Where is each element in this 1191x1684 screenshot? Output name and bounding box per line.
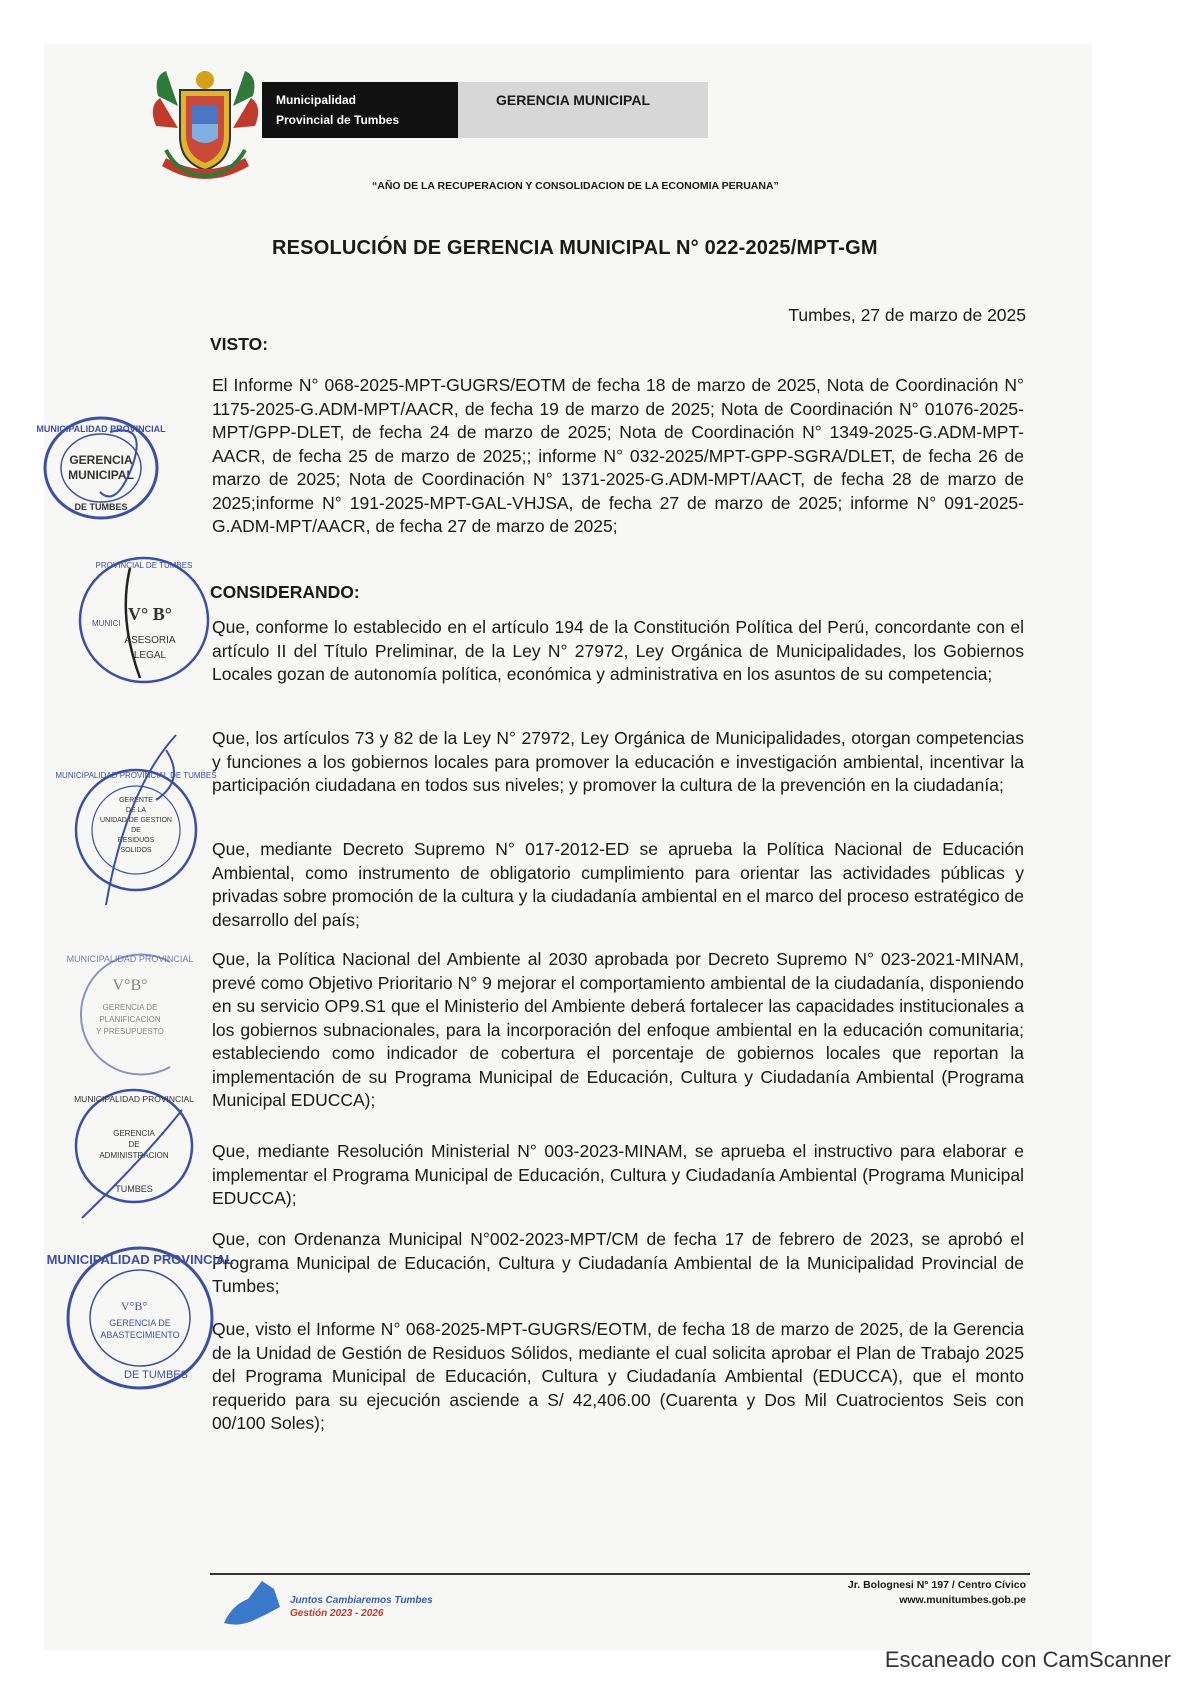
svg-text:GERENCIA DE: GERENCIA DE [102,1003,158,1012]
footer-slogan-line1: Juntos Cambiaremos Tumbes [290,1595,433,1606]
svg-text:PLANIFICACION: PLANIFICACION [99,1015,161,1024]
svg-text:UNIDAD DE GESTION: UNIDAD DE GESTION [100,817,172,824]
svg-text:MUNICIPALIDAD PROVINCIAL DE TU: MUNICIPALIDAD PROVINCIAL DE TUMBES [55,771,217,780]
svg-text:DE LA: DE LA [125,807,147,814]
svg-text:V°B°: V°B° [112,977,148,994]
svg-text:Y PRESUPUESTO: Y PRESUPUESTO [96,1027,164,1036]
svg-text:TUMBES: TUMBES [115,1184,153,1194]
svg-text:DE: DE [128,1140,140,1149]
footer-address: Jr. Bolognesi N° 197 / Centro Cívico [847,1579,1026,1591]
footer-website: www.munitumbes.gob.pe [899,1594,1026,1606]
considerando-paragraph-7: Que, visto el Informe N° 068-2025-MPT-GUGRS/EOTM, de fecha 18 de marzo de 2025, de la Gerencia de la Unidad de Gestión de Residuos Sólidos, mediante el cual solicita aprobar el Plan de Trabajo 2025 del Programa Municipal de Educación, Cultura y Ciudadanía Ambiental (EDUCCA), que el monto requerido para su ejecución asciende a S/ 42,406.00 (Cuarenta y Dos Mil Cuatrocientos Seis con 00/100 Soles); [212,1319,1024,1433]
svg-text:SOLIDOS: SOLIDOS [120,847,152,854]
header-org-block [262,82,458,138]
svg-text:V°B°: V°B° [120,1299,148,1313]
stamp-gerencia-residuos-solidos [55,730,217,910]
header-org-line2: Provincial de Tumbes [276,113,400,127]
footer-region-map-logo [218,1577,288,1629]
municipal-crest-logo [148,66,263,184]
svg-text:ADMINISTRACION: ADMINISTRACION [99,1151,169,1160]
svg-text:ABASTECIMIENTO: ABASTECIMIENTO [100,1330,180,1340]
svg-text:DE: DE [131,827,141,834]
svg-text:MUNICIPALIDAD PROVINCIAL: MUNICIPALIDAD PROVINCIAL [46,1252,234,1267]
visto-text: El Informe N° 068-2025-MPT-GUGRS/EOTM de fecha 18 de marzo de 2025, Nota de Coordinación N° 1175-2025-G.ADM-MPT/AACR, de fecha 19 de marzo de 2025; Nota de Coordinación N° 01076-2025-MPT/GPP-DLET, de fecha 24 de marzo de 2025; Nota de Coordinación N° 1349-2025-G.ADM-MPT-AACR, de fecha 25 de marzo de 2025;; informe N° 032-2025/MPT-GPP-SGRA/DLET, de fecha 26 de marzo de 2025; Nota de Coordinación N° 1371-2025-G.ADM-MPT/AACT, de fecha 28 de marzo de 2025;informe N° 191-2025-MPT-GAL-VHJSA, de fecha 27 de marzo de 2025; informe N° 091-2025-G.ADM-MPT/AACR, de fecha 27 de marzo de 2025; [212,375,1024,536]
svg-text:MUNICIPALIDAD PROVINCIAL: MUNICIPALIDAD PROVINCIAL [74,1094,194,1104]
stamp-asesoria-legal [70,548,212,688]
considerando-paragraph-4: Que, la Política Nacional del Ambiente al 2030 aprobada por Decreto Supremo N° 023-2021-MINAM, prevé como Objetivo Prioritario N° 9 mejorar el comportamiento ambiental de la ciudadanía, disponiendo en su servicio OP9.S1 que el Ministerio del Ambiente deberá fortalecer las capacidades institucionales a los gobiernos subnacionales, para la incorporación del enfoque ambiental en la educación comunitaria; estableciendo como indicador de cobertura el porcentaje de gobiernos locales que reportan la implementación de su Programa Municipal de Educación, Cultura y Ciudadanía Ambiental (Programa Municipal EDUCCA); [212,949,1024,1110]
footer-divider [210,1573,1030,1575]
footer-slogan [290,1594,433,1620]
svg-text:GERENCIA: GERENCIA [113,1129,155,1138]
svg-text:V° B°: V° B° [128,604,172,624]
visto-heading: VISTO: [210,334,269,354]
stamp-gerencia-administracion [62,1080,208,1220]
year-motto: “AÑO DE LA RECUPERACION Y CONSOLIDACION DE LA ECONOMIA PERUANA” [372,180,779,192]
considerando-paragraph-6: Que, con Ordenanza Municipal N°002-2023-MPT/CM de fecha 17 de febrero de 2023, se aprobó el Programa Municipal de Educación, Cultura y Ciudadanía Ambiental de la Municipalidad Provincial de Tumbes; [212,1229,1024,1296]
considerando-paragraph-2: Que, los artículos 73 y 82 de la Ley N° 27972, Ley Orgánica de Municipalidades, otorgan competencias y funciones a los gobiernos locales para promover la educación e investigación ambiental, incentivar la participación ciudadana en todos sus niveles; y promover la cultura de la prevención en la ciudadanía; [212,728,1024,795]
scanner-watermark: Escaneado con CamScanner [884,1647,1171,1672]
svg-text:PROVINCIAL DE TUMBES: PROVINCIAL DE TUMBES [95,561,193,570]
svg-text:MUNICIPAL: MUNICIPAL [68,468,134,482]
stamp-gerencia-municipal [36,412,166,524]
considerando-paragraph-5: Que, mediante Resolución Ministerial N° 003-2023-MINAM, se aprueba el instructivo para elaborar e implementar el Programa Municipal de Educación, Cultura y Ciudadanía Ambiental (Programa Municipal EDUCCA); [212,1141,1024,1208]
svg-text:DE TUMBES: DE TUMBES [124,1369,188,1381]
document-date: Tumbes, 27 de marzo de 2025 [788,305,1026,325]
svg-text:ASESORIA: ASESORIA [124,635,176,646]
footer-slogan-line2: Gestión 2023 - 2026 [290,1608,384,1619]
svg-text:DE TUMBES: DE TUMBES [74,502,128,512]
considerando-paragraph-1: Que, conforme lo establecido en el artículo 194 de la Constitución Política del Perú, concordante con el artículo II del Título Preliminar, de la Ley N° 27972, Ley Orgánica de Municipalidades, los Gobiernos Locales gozan de autonomía política, económica y administrativa en los asuntos de su competencia; [212,617,1024,684]
footer-address-block [848,1578,1026,1608]
header-department: GERENCIA MUNICIPAL [458,82,708,138]
stamp-planificacion-presupuesto [66,942,194,1082]
svg-text:RESIDUOS: RESIDUOS [117,837,155,844]
svg-text:MUNICIPALIDAD PROVINCIAL: MUNICIPALIDAD PROVINCIAL [36,424,166,434]
svg-text:MUNICIPALIDAD PROVINCIAL: MUNICIPALIDAD PROVINCIAL [66,954,194,964]
svg-text:GERENTE: GERENTE [119,797,153,804]
stamp-gerencia-abastecimiento [46,1238,234,1398]
svg-text:GERENCIA: GERENCIA [69,453,133,467]
svg-text:LEGAL: LEGAL [133,650,167,661]
svg-text:GERENCIA DE: GERENCIA DE [109,1318,171,1328]
document-title: RESOLUCIÓN DE GERENCIA MUNICIPAL N° 022-2025/MPT-GM [272,237,878,259]
header-org-line1: Municipalidad [276,93,357,107]
svg-text:MUNICI: MUNICI [92,619,121,628]
considerando-heading: CONSIDERANDO: [210,582,360,602]
considerando-paragraph-3: Que, mediante Decreto Supremo N° 017-2012-ED se aprueba la Política Nacional de Educación Ambiental, como instrumento de obligatorio cumplimiento para orientar las actividades públicas y privadas sobre promoción de la cultura y la ciudadanía ambiental en el marco del proceso estratégico de desarrollo del país; [212,839,1024,930]
